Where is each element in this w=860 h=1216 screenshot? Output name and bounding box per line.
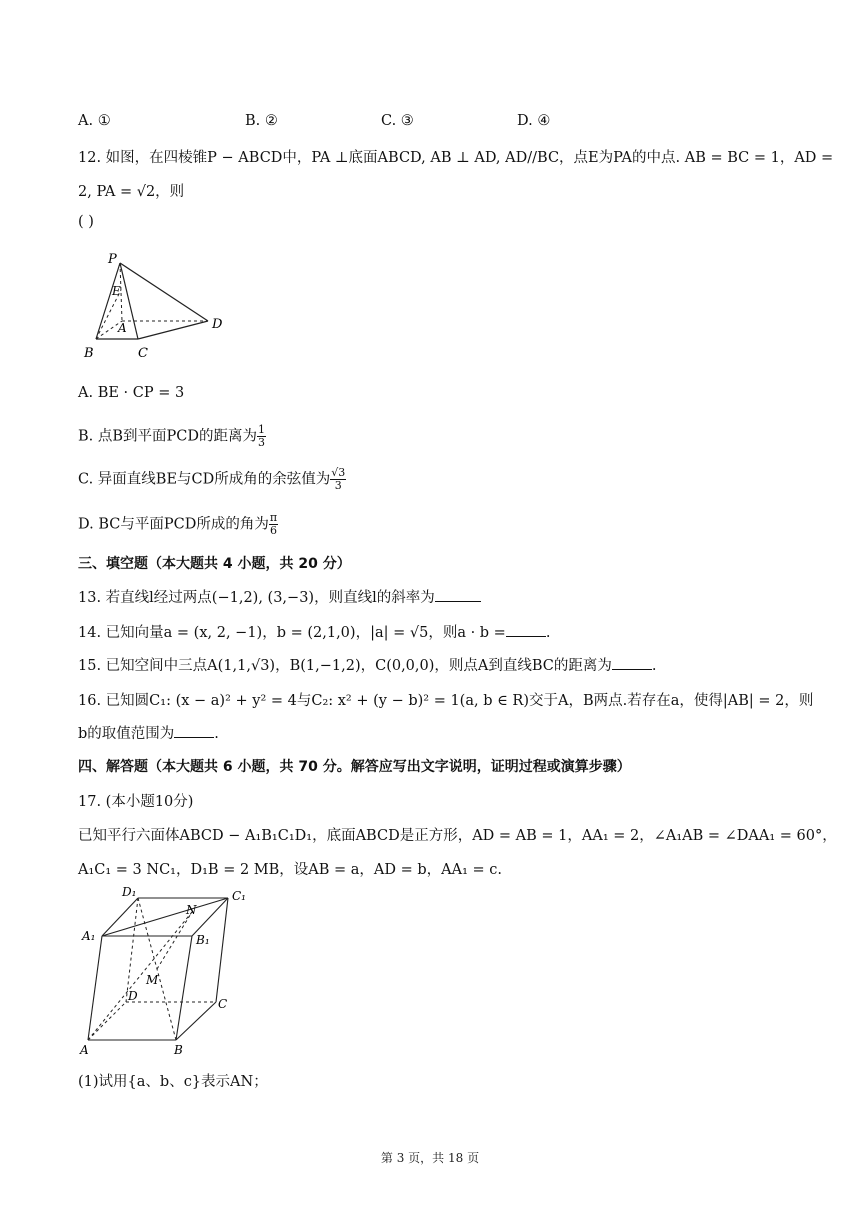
q12-option-b-text: B. 点B到平面PCD的距离为 xyxy=(78,428,258,445)
q12-option-d xyxy=(78,512,278,537)
q12-option-c xyxy=(78,467,346,492)
q12-option-d-text: D. BC与平面PCD所成的角为 xyxy=(78,516,269,533)
q12-option-a: A. BE · CP = 3 xyxy=(78,385,185,401)
section-3-heading: 三、填空题（本大题共 4 小题，共 20 分） xyxy=(78,556,351,572)
fraction-denominator: 3 xyxy=(334,479,342,492)
fig17-label-c: C xyxy=(218,997,228,1011)
q12-option-c-text: C. 异面直线BE与CD所成角的余弦值为 xyxy=(78,471,331,488)
fig-label-p: P xyxy=(108,252,117,267)
q15-text: 15. 已知空间中三点A(1,1,√3)，B(1,−1,2)，C(0,0,0)，则点A到直线BC的距离为 xyxy=(78,658,612,674)
fig-label-d: D xyxy=(212,317,223,332)
fig17-label-n: N xyxy=(186,903,197,917)
q14-text: 14. 已知向量a = (x, 2, −1)，b = (2,1,0)，|a| = √5，则a · b = xyxy=(78,625,506,641)
fig-label-b: B xyxy=(84,346,94,361)
fig17-label-b1: B₁ xyxy=(196,933,210,947)
fig17-label-a: A xyxy=(80,1043,89,1056)
fig-label-c: C xyxy=(138,346,148,361)
q16-line2-text: b的取值范围为 xyxy=(78,726,175,742)
answer-blank xyxy=(174,737,214,738)
q11-option-c: C. ③ xyxy=(381,113,414,129)
q17-heading: 17. (本小题10分) xyxy=(78,794,194,810)
q12-option-b-fraction xyxy=(257,424,266,449)
q12-option-d-fraction xyxy=(269,512,278,537)
q16-line1: 16. 已知圆C₁: (x − a)² + y² = 4与C₂: x² + (y − b)² = 1(a, b ∈ R)交于A，B两点.若存在a，使得|AB| = 2，则 xyxy=(78,693,814,709)
fig17-label-a1: A₁ xyxy=(82,929,96,943)
q15: 15. 已知空间中三点A(1,1,√3)，B(1,−1,2)，C(0,0,0)，则点A到直线BC的距离为 . xyxy=(78,658,657,674)
answer-blank xyxy=(506,636,546,637)
fig17-label-d: D xyxy=(128,989,138,1003)
q11-option-a: A. ① xyxy=(78,113,111,129)
q14: 14. 已知向量a = (x, 2, −1)，b = (2,1,0)，|a| = √5，则a · b = . xyxy=(78,625,551,641)
q12-option-c-fraction xyxy=(330,467,346,492)
q16-line2: b的取值范围为 . xyxy=(78,726,219,742)
fig17-label-b: B xyxy=(174,1043,183,1056)
fig17-label-c1: C₁ xyxy=(232,889,246,903)
fraction-numerator: 1 xyxy=(258,423,266,436)
answer-blank xyxy=(435,601,481,602)
q12-option-b xyxy=(78,424,266,449)
fig17-label-m: M xyxy=(146,973,159,987)
q13-text: 13. 若直线l经过两点(−1,2), (3,−3)，则直线l的斜率为 xyxy=(78,590,435,606)
q17-stem-line1: 已知平行六面体ABCD − A₁B₁C₁D₁，底面ABCD是正方形，AD = AB = 1，AA₁ = 2，∠A₁AB = ∠DAA₁ = 60°， xyxy=(78,828,837,844)
fraction-denominator: 6 xyxy=(269,524,277,537)
q17-parallelepiped-figure xyxy=(78,884,258,1056)
q13 xyxy=(78,586,481,607)
fraction-numerator: √3 xyxy=(331,466,346,479)
q12-pyramid-figure xyxy=(80,245,230,365)
q17-part-1: (1)试用{a、b、c}表示AN； xyxy=(78,1074,268,1090)
q12-stem-line1: 12. 如图，在四棱锥P − ABCD中，PA ⊥底面ABCD, AB ⊥ AD, AD//BC，点E为PA的中点. AB = BC = 1，AD = xyxy=(78,150,834,166)
q17-stem-line2: A₁C₁ = 3 NC₁，D₁B = 2 MB，设AB = a，AD = b，AA₁ = c. xyxy=(78,862,503,878)
fig-label-e: E xyxy=(112,284,121,298)
section-4-heading: 四、解答题（本大题共 6 小题，共 70 分。解答应写出文字说明，证明过程或演算步骤） xyxy=(78,759,631,775)
fig17-label-d1: D₁ xyxy=(122,885,137,899)
fig-label-a: A xyxy=(118,321,127,335)
q12-answer-paren: ( ) xyxy=(78,214,94,230)
answer-blank xyxy=(612,669,652,670)
fraction-denominator: 3 xyxy=(258,436,266,449)
fraction-numerator: π xyxy=(269,511,278,524)
q12-stem-line2: 2, PA = √2，则 xyxy=(78,184,185,200)
q11-option-b: B. ② xyxy=(245,113,278,129)
q11-option-d: D. ④ xyxy=(517,113,551,129)
page-footer: 第 3 页，共 18 页 xyxy=(380,1151,480,1165)
